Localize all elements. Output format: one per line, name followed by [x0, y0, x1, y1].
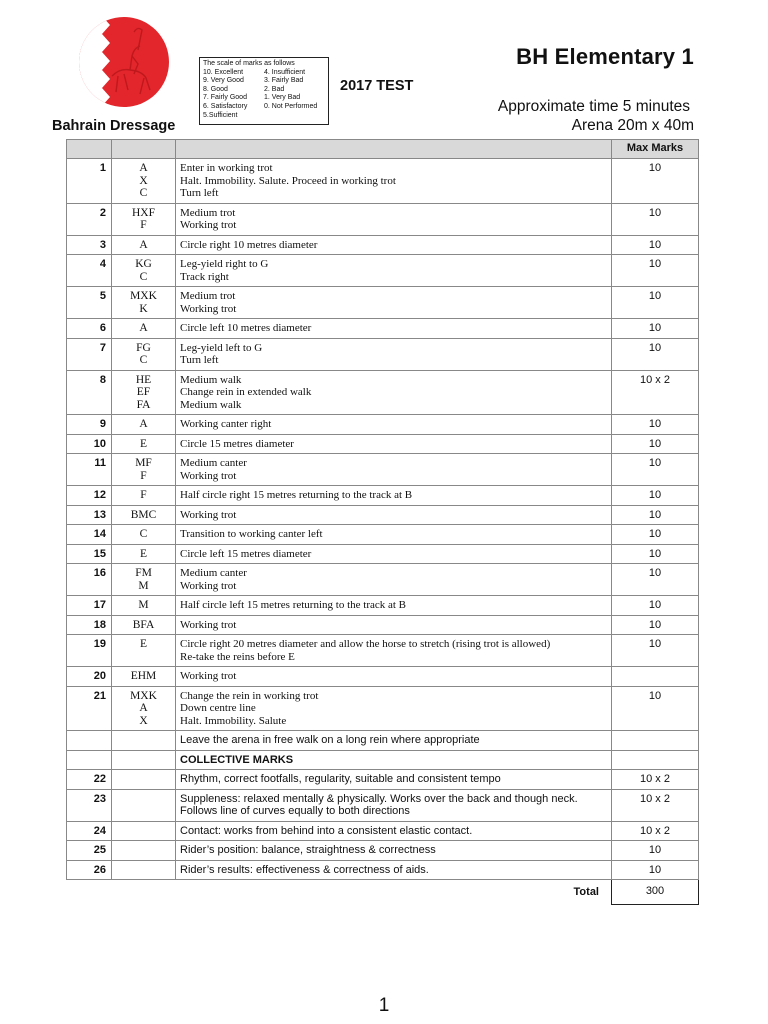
- movement-row: [67, 370, 699, 415]
- total-label: Total: [573, 886, 599, 898]
- description-line: Down centre line: [180, 702, 256, 714]
- letter-line: A: [139, 238, 148, 251]
- organization-name: Bahrain Dressage: [52, 118, 176, 134]
- movement-description: [176, 319, 612, 339]
- max-marks: 10: [612, 841, 699, 861]
- movement-letters: [112, 287, 176, 319]
- max-marks: 10: [612, 235, 699, 255]
- max-marks: 10 x 2: [612, 821, 699, 841]
- movement-letters: [112, 486, 176, 506]
- movement-description: [176, 486, 612, 506]
- scale-item: 10. Excellent: [203, 68, 244, 76]
- description-line: Halt. Immobility. Salute. Proceed in working trot: [180, 174, 396, 187]
- movement-letters: [112, 686, 176, 731]
- max-marks-header: Max Marks: [612, 140, 699, 159]
- collective-row: [67, 821, 699, 841]
- description-line: Working trot: [180, 670, 237, 682]
- movement-row: [67, 415, 699, 435]
- description-line: Rhythm, correct footfalls, regularity, suitable and consistent tempo: [180, 773, 501, 785]
- collective-number: 25: [67, 841, 112, 861]
- description-line: Medium trot: [180, 206, 236, 219]
- movement-row: [67, 287, 699, 319]
- description-line: Half circle right 15 metres returning to the track at B: [180, 489, 413, 501]
- collective-number: 26: [67, 860, 112, 880]
- movement-letters: [112, 338, 176, 370]
- description-line: Medium canter: [180, 457, 247, 469]
- scale-item: 6. Satisfactory: [203, 102, 248, 110]
- letter-line: MXK: [130, 290, 157, 302]
- movement-number: 2: [67, 203, 112, 235]
- empty-cell: [67, 880, 176, 905]
- description-line: Circle right 10 metres diameter: [180, 238, 318, 251]
- movement-row: [67, 454, 699, 486]
- movement-row: [67, 686, 699, 731]
- max-marks: 10: [612, 434, 699, 454]
- movement-description: [176, 203, 612, 235]
- movement-letters: [112, 525, 176, 545]
- movement-letters: [112, 596, 176, 616]
- collective-marks-heading: COLLECTIVE MARKS: [176, 750, 612, 770]
- movement-row: [67, 525, 699, 545]
- movement-letters: [112, 564, 176, 596]
- max-marks: [612, 667, 699, 687]
- letter-line: A: [139, 322, 148, 334]
- description-line: Contact: works from behind into a consistent elastic contact.: [180, 824, 473, 837]
- leave-arena-text: Leave the arena in free walk on a long rein where appropriate: [176, 731, 612, 751]
- movement-number: 16: [67, 564, 112, 596]
- arena-size: Arena 20m x 40m: [571, 117, 694, 134]
- description-line: Circle right 20 metres diameter and allow the horse to stretch (rising trot is allowed): [180, 638, 551, 650]
- collective-row: [67, 860, 699, 880]
- movement-row: [67, 615, 699, 635]
- movement-row: [67, 667, 699, 687]
- movement-number: 17: [67, 596, 112, 616]
- letter-line: C: [139, 528, 148, 540]
- scale-item: 0. Not Performed: [264, 102, 318, 110]
- movement-number: 3: [67, 235, 112, 255]
- movement-description: [176, 596, 612, 616]
- movement-number: 1: [67, 159, 112, 204]
- movement-letters: [112, 370, 176, 415]
- description-line: Working trot: [180, 618, 237, 631]
- max-marks: 10: [612, 255, 699, 287]
- movement-number: 21: [67, 686, 112, 731]
- letter-line: X: [139, 714, 148, 727]
- description-line: Circle 15 metres diameter: [180, 437, 294, 450]
- description-line: Circle left 10 metres diameter: [180, 322, 312, 334]
- empty-cell: [112, 731, 176, 751]
- movement-letters: [112, 615, 176, 635]
- scale-item: 2. Bad: [264, 85, 285, 93]
- letter-line: KG: [135, 258, 152, 270]
- letter-line: MF: [135, 457, 152, 469]
- movement-description: [176, 525, 612, 545]
- page-number: 1: [378, 995, 390, 1016]
- max-marks: 10: [612, 203, 699, 235]
- movement-description: [176, 454, 612, 486]
- max-marks: 10 x 2: [612, 789, 699, 821]
- approximate-time: Approximate time 5 minutes: [497, 98, 690, 115]
- movement-letters: [112, 544, 176, 564]
- collective-description: [176, 841, 612, 861]
- description-line: Enter in working trot: [180, 162, 273, 174]
- letter-line: A: [139, 702, 148, 714]
- empty-cell: [112, 841, 176, 861]
- letter-line: MXK: [130, 689, 157, 702]
- movement-row: [67, 596, 699, 616]
- movement-description: [176, 434, 612, 454]
- empty-cell: [67, 750, 112, 770]
- empty-cell: [112, 750, 176, 770]
- movement-description: [176, 415, 612, 435]
- empty-cell: [67, 731, 112, 751]
- description-line: Leg-yield right to G: [180, 258, 269, 270]
- description-line: Suppleness: relaxed mentally & physically. Works over the back and though neck.: [180, 792, 578, 805]
- letter-line: M: [138, 599, 149, 611]
- empty-cell: [112, 789, 176, 821]
- movement-number: 20: [67, 667, 112, 687]
- total-row: [67, 880, 699, 905]
- empty-cell: [112, 821, 176, 841]
- description-line: Medium walk: [180, 398, 242, 411]
- movement-row: [67, 203, 699, 235]
- movement-row: [67, 635, 699, 667]
- max-marks: 10: [612, 454, 699, 486]
- movement-letters: [112, 667, 176, 687]
- description-line: Working trot: [180, 469, 237, 482]
- movement-description: [176, 635, 612, 667]
- max-marks: 10: [612, 159, 699, 204]
- scale-item: 8. Good: [203, 85, 228, 93]
- movement-row: [67, 564, 699, 596]
- letter-line: M: [138, 579, 149, 592]
- description-line: Turn left: [180, 187, 219, 199]
- description-line: Turn left: [180, 354, 219, 366]
- collective-description: [176, 821, 612, 841]
- description-line: Change the rein in working trot: [180, 689, 319, 702]
- collective-heading-row: [67, 750, 699, 770]
- movement-letters: [112, 505, 176, 525]
- description-line: Working canter right: [180, 418, 272, 430]
- max-marks: 10: [612, 525, 699, 545]
- movement-row: [67, 544, 699, 564]
- leave-arena-row: [67, 731, 699, 751]
- description-line: Halt. Immobility. Salute: [180, 714, 287, 727]
- description-line: Rider’s position: balance, straightness & correctness: [180, 844, 436, 856]
- movement-letters: [112, 319, 176, 339]
- test-title: BH Elementary 1: [516, 44, 694, 69]
- movement-number: 4: [67, 255, 112, 287]
- movement-letters: [112, 415, 176, 435]
- movement-number: 12: [67, 486, 112, 506]
- movement-number: 8: [67, 370, 112, 415]
- empty-cell: [112, 860, 176, 880]
- marks-scale-box: [199, 57, 329, 125]
- total-value: 300: [612, 880, 699, 905]
- description-line: Working trot: [180, 219, 237, 231]
- letter-line: A: [139, 162, 148, 174]
- movement-letters: [112, 454, 176, 486]
- collective-number: 24: [67, 821, 112, 841]
- movement-row: [67, 338, 699, 370]
- scale-item: 5.Sufficient: [203, 111, 238, 119]
- movement-row: [67, 319, 699, 339]
- letter-line: E: [139, 547, 148, 560]
- description-line: Transition to working canter left: [180, 528, 323, 540]
- movement-description: [176, 255, 612, 287]
- description-line: Rider’s results: effectiveness & correctness of aids.: [180, 863, 429, 876]
- test-year: 2017 TEST: [340, 78, 414, 94]
- max-marks: 10: [612, 486, 699, 506]
- description-line: Leg-yield left to G: [180, 341, 263, 354]
- collective-description: [176, 860, 612, 880]
- collective-number: 23: [67, 789, 112, 821]
- letter-line: C: [139, 187, 148, 199]
- collective-description: [176, 789, 612, 821]
- scale-grid: [203, 69, 325, 121]
- scale-item: 3. Fairly Bad: [264, 77, 304, 85]
- description-line: Re-take the reins before E: [180, 650, 295, 663]
- movement-number: 15: [67, 544, 112, 564]
- description-line: Medium trot: [180, 290, 236, 302]
- movement-row: [67, 486, 699, 506]
- letter-line: E: [139, 638, 148, 650]
- description-line: Working trot: [180, 302, 237, 315]
- empty-cell: [612, 731, 699, 751]
- letter-line: HXF: [131, 206, 155, 219]
- movement-number: 14: [67, 525, 112, 545]
- movement-letters: [112, 159, 176, 204]
- letter-line: FA: [136, 398, 151, 411]
- description-line: Working trot: [180, 579, 237, 592]
- movement-row: [67, 434, 699, 454]
- table-header-row: [67, 140, 699, 159]
- letter-line: X: [139, 174, 148, 187]
- movement-letters: [112, 203, 176, 235]
- letter-line: EF: [136, 386, 151, 398]
- movement-description: [176, 370, 612, 415]
- movement-description: [176, 544, 612, 564]
- scale-item: 7. Fairly Good: [203, 94, 247, 102]
- bahrain-dressage-logo: [72, 16, 172, 112]
- movement-row: [67, 159, 699, 204]
- movement-number: 18: [67, 615, 112, 635]
- movement-description: [176, 235, 612, 255]
- movement-description: [176, 667, 612, 687]
- max-marks: 10: [612, 287, 699, 319]
- movement-number: 7: [67, 338, 112, 370]
- letter-line: FM: [135, 567, 152, 579]
- description-line: Medium canter: [180, 567, 247, 579]
- max-marks: 10: [612, 415, 699, 435]
- max-marks: 10: [612, 544, 699, 564]
- letter-line: EHM: [130, 670, 157, 682]
- max-marks: 10: [612, 319, 699, 339]
- scale-item: [264, 112, 328, 121]
- movement-number: 9: [67, 415, 112, 435]
- letter-line: C: [139, 354, 148, 366]
- description-line: Track right: [180, 270, 229, 283]
- empty-cell: [112, 770, 176, 790]
- movement-description: [176, 564, 612, 596]
- letter-line: C: [139, 270, 148, 283]
- max-marks: 10: [612, 596, 699, 616]
- movement-row: [67, 505, 699, 525]
- letter-line: BMC: [130, 508, 157, 521]
- max-marks: 10: [612, 505, 699, 525]
- movement-number: 5: [67, 287, 112, 319]
- movement-description: [176, 287, 612, 319]
- letter-line: FG: [136, 341, 151, 354]
- movement-letters: [112, 255, 176, 287]
- movement-number: 13: [67, 505, 112, 525]
- max-marks: 10 x 2: [612, 770, 699, 790]
- letter-line: K: [139, 302, 148, 315]
- letter-line: A: [139, 418, 148, 430]
- scale-item: 1. Very Bad: [264, 94, 301, 102]
- movement-description: [176, 686, 612, 731]
- max-marks: 10: [612, 635, 699, 667]
- collective-number: 22: [67, 770, 112, 790]
- movement-description: [176, 159, 612, 204]
- description-line: Follows line of curves equally to both directions: [180, 805, 410, 817]
- movement-description: [176, 615, 612, 635]
- max-marks: 10: [612, 860, 699, 880]
- collective-row: [67, 770, 699, 790]
- letter-line: HE: [135, 373, 152, 386]
- movement-description: [176, 505, 612, 525]
- collective-row: [67, 841, 699, 861]
- movement-letters: [112, 235, 176, 255]
- description-line: Change rein in extended walk: [180, 386, 312, 398]
- letter-line: F: [140, 489, 147, 501]
- scale-item: 9. Very Good: [203, 77, 244, 85]
- movement-number: 11: [67, 454, 112, 486]
- movement-letters: [112, 635, 176, 667]
- empty-cell: [612, 750, 699, 770]
- movement-number: 6: [67, 319, 112, 339]
- movements-table: [66, 139, 699, 905]
- description-line: Half circle left 15 metres returning to the track at B: [180, 599, 407, 611]
- max-marks: 10 x 2: [612, 370, 699, 415]
- description-line: Medium walk: [180, 373, 242, 386]
- collective-row: [67, 789, 699, 821]
- letter-line: E: [139, 437, 148, 450]
- max-marks: 10: [612, 564, 699, 596]
- max-marks: 10: [612, 338, 699, 370]
- max-marks: 10: [612, 686, 699, 731]
- scale-heading: The scale of marks as follows: [203, 60, 295, 67]
- movement-row: [67, 255, 699, 287]
- letter-line: F: [140, 469, 147, 482]
- letter-line: BFA: [132, 618, 155, 631]
- letter-line: F: [140, 219, 147, 231]
- movement-number: 19: [67, 635, 112, 667]
- collective-description: [176, 770, 612, 790]
- description-line: Working trot: [180, 508, 237, 521]
- movement-row: [67, 235, 699, 255]
- max-marks: 10: [612, 615, 699, 635]
- scale-item: 4. Insufficient: [264, 68, 306, 76]
- movement-number: 10: [67, 434, 112, 454]
- movement-letters: [112, 434, 176, 454]
- description-line: Circle left 15 metres diameter: [180, 547, 312, 560]
- movement-description: [176, 338, 612, 370]
